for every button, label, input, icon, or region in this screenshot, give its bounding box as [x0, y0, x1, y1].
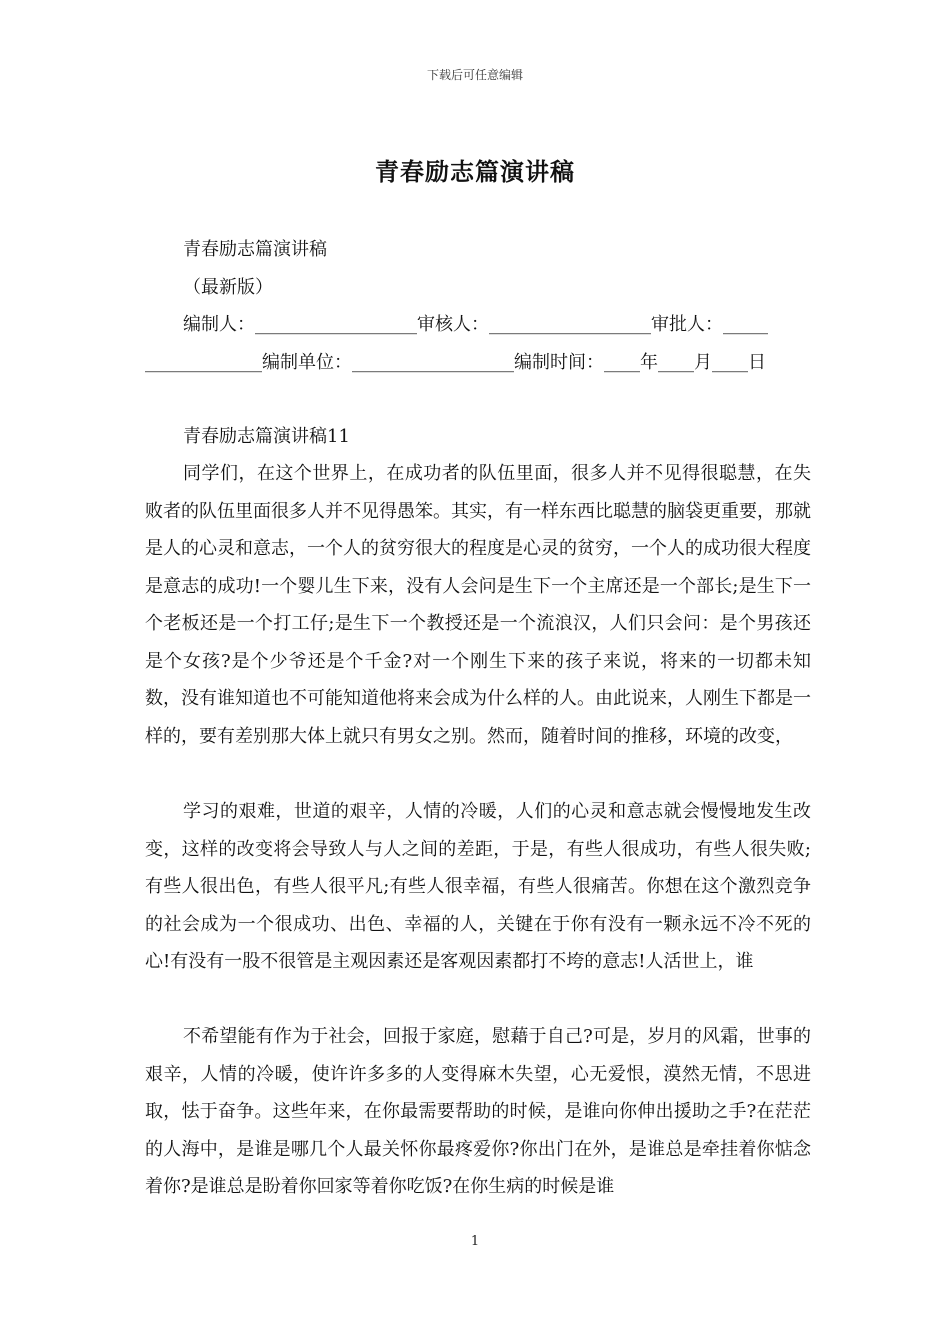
document-title: 青春励志篇演讲稿 — [375, 157, 575, 186]
header-note: 下载后可任意编辑 — [426, 68, 523, 82]
paragraph-2: 学习的艰难，世道的艰辛，人情的冷暖，人们的心灵和意志就会慢慢地发生改变，这样的改变将会导致人与人之间的差距，于是，有些人很成功，有些人很失败;有些人很出色，有些人很平凡;有些人很幸福，有些人很痛苦。你想在这个激烈竞争的社会成为一个很成功、出色、幸福的人，关键在于你有没有一颗永远不冷不死的心!有没有一股不很管是主观因素还是客观因素都打不垮的意志!人活世上，谁 — [145, 801, 811, 972]
meta-line-unit-date: _____________编制单位：__________________编制时间：____年____月____日 — [145, 351, 766, 373]
page-number: 1 — [470, 1234, 480, 1249]
cover-block — [145, 231, 811, 381]
section-heading: 青春励志篇演讲稿11 — [183, 426, 350, 447]
paragraph-1: 同学们，在这个世界上，在成功者的队伍里面，很多人并不见得很聪慧，在失败者的队伍里面很多人并不见得愚笨。其实，有一样东西比聪慧的脑袋更重要，那就是人的心灵和意志，一个人的贫穷很大的程度是心灵的贫穷，一个人的成功很大程度是意志的成功!一个婴儿生下来，没有人会问是生下一个主席还是一个部长;是生下一个老板还是一个打工仔;是生下一个教授还是一个流浪汉，人们只会问：是个男孩还是个女孩?是个少爷还是个千金?对一个刚生下来的孩子来说，将来的一切都未知数，没有谁知道也不可能知道他将来会成为什么样的人。由此说来，人刚生下都是一样的，要有差别那大体上就只有男女之别。然而，随着时间的推移，环境的改变， — [145, 463, 811, 747]
meta-line-preparer: 编制人：__________________审核人：__________________审批人：_____ — [183, 314, 768, 335]
edition-label: （最新版） — [183, 276, 273, 298]
paragraph-3: 不希望能有作为于社会，回报于家庭，慰藉于自己?可是，岁月的风霜，世事的艰辛，人情的冷暖，使许许多多的人变得麻木失望，心无爱恨，漠然无情，不思进取，怯于奋争。这些年来，在你最需要帮助的时候，是谁向你伸出援助之手?在茫茫的人海中，是谁是哪几个人最关怀你最疼爱你?你出门在外，是谁总是牵挂着你惦念着你?是谁总是盼着你回家等着你吃饭?在你生病的时候是谁 — [145, 1026, 811, 1197]
section-heading-block — [145, 418, 811, 456]
subtitle: 青春励志篇演讲稿 — [183, 239, 327, 260]
